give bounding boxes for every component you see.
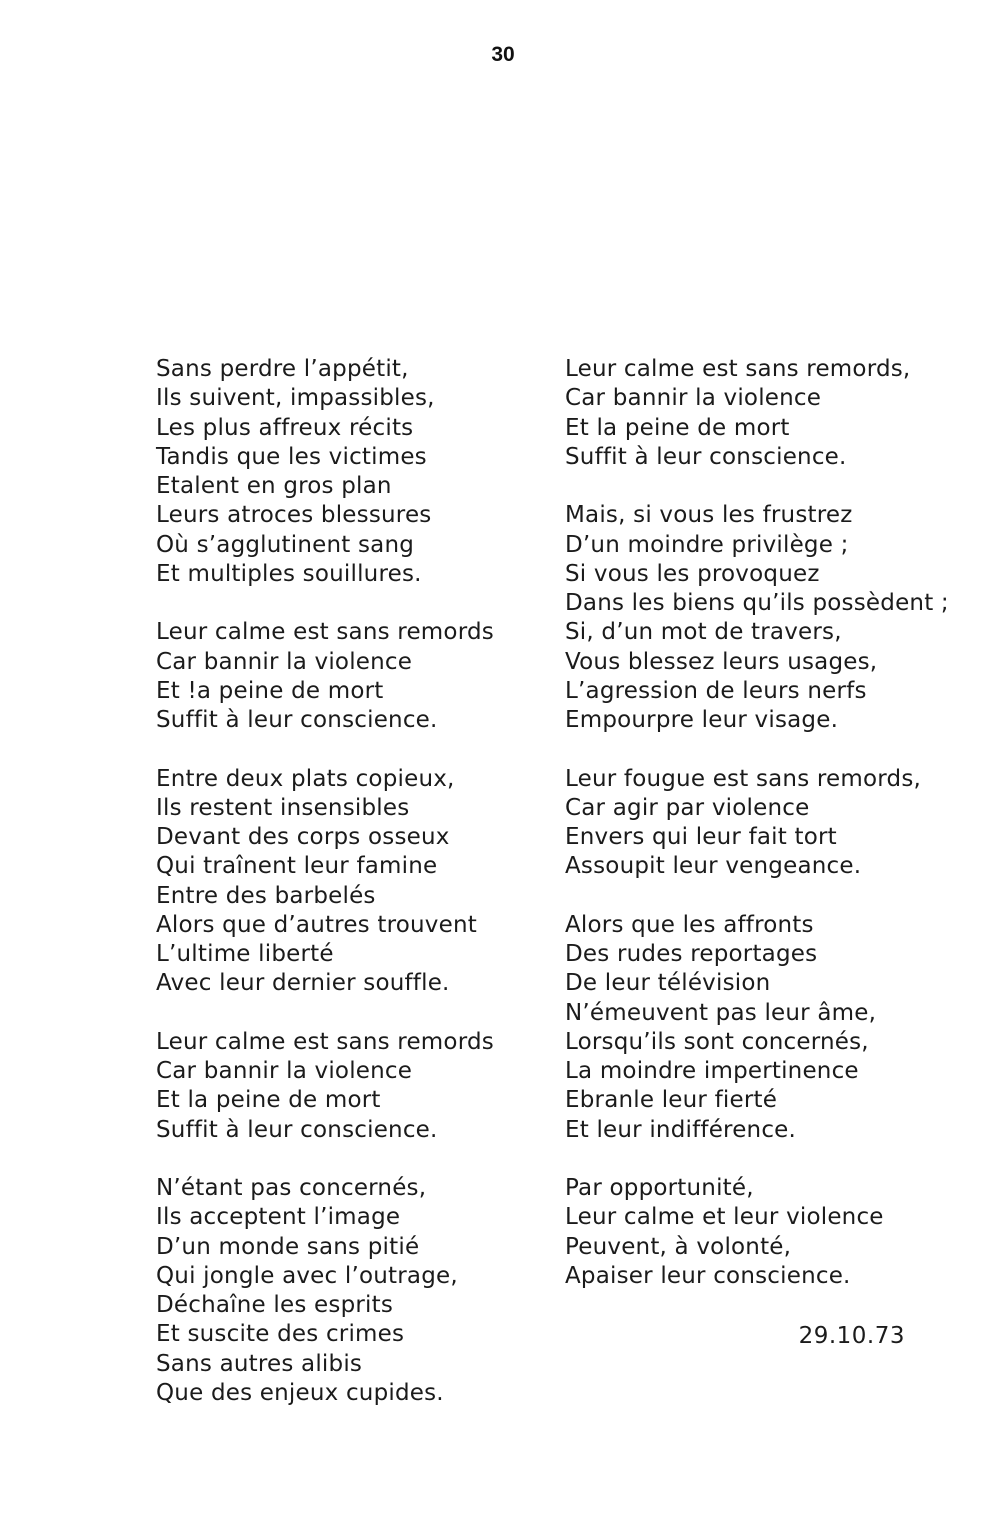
poem-line: Dans les biens qu’ils possèdent ;: [565, 590, 949, 616]
poem-line: Et !a peine de mort: [156, 677, 384, 704]
poem-line: Qui traînent leur famine: [156, 853, 438, 880]
poem-line: Entre deux plats copieux,: [156, 765, 455, 792]
poem-line: N’émeuvent pas leur âme,: [565, 999, 877, 1026]
poem-line: Lorsqu’ils sont concernés,: [565, 1028, 869, 1055]
stanza: [565, 911, 985, 1145]
stanza: [156, 1174, 526, 1408]
poem-line: Où s’agglutinent sang: [156, 531, 415, 558]
poem-line: Suffit à leur conscience.: [156, 707, 438, 733]
poem-line: Ils suivent, impassibles,: [156, 385, 435, 412]
poem-line: Leurs atroces blessures: [156, 502, 432, 529]
poem-line: Si vous les provoquez: [565, 560, 820, 587]
poem-line: Leur fougue est sans remords,: [565, 765, 922, 792]
poem-line: Si, d’un mot de travers,: [565, 619, 842, 646]
poem-line: Car bannir la violence: [156, 648, 413, 675]
poem-line: Leur calme est sans remords: [156, 1028, 494, 1055]
poem-date: 29.10.73: [798, 1323, 905, 1349]
poem-line: Et la peine de mort: [156, 1087, 381, 1114]
poem-line: Entre des barbelés: [156, 882, 376, 909]
stanza: [156, 355, 526, 589]
poem-line: L’ultime liberté: [156, 941, 334, 967]
stanza: [565, 1174, 985, 1291]
stanza: [156, 618, 526, 735]
poem-line: D’un moindre privilège ;: [565, 531, 849, 558]
poem-line: Assoupit leur vengeance.: [565, 853, 862, 880]
poem-line: Devant des corps osseux: [156, 824, 450, 850]
poem-line: Et la peine de mort: [565, 414, 790, 441]
poem-line: Suffit à leur conscience.: [156, 1116, 438, 1143]
poem-line: Des rudes reportages: [565, 941, 818, 967]
stanza: [156, 1028, 526, 1145]
poem-line: Les plus affreux récits: [156, 414, 414, 441]
poem-line: Par opportunité,: [565, 1175, 754, 1201]
page-number: 30: [491, 43, 515, 66]
poem-line: Que des enjeux cupides.: [156, 1379, 444, 1406]
poem-line: Alors que les affronts: [565, 911, 814, 938]
poem-line: Etalent en gros plan: [156, 473, 392, 499]
poem-line: Car agir par violence: [565, 794, 810, 821]
poem-line: Et suscite des crimes: [156, 1321, 405, 1348]
poem-line: Car bannir la violence: [565, 385, 822, 412]
poem-line: L’agression de leurs nerfs: [565, 677, 867, 704]
poem-line: Leur calme est sans remords: [156, 619, 494, 646]
poem-line: Déchaîne les esprits: [156, 1292, 394, 1318]
poem-line: Ils restent insensibles: [156, 794, 410, 821]
poem-line: Envers qui leur fait tort: [565, 824, 837, 850]
poem-line: Ebranle leur fierté: [565, 1087, 778, 1114]
poem-line: Sans autres alibis: [156, 1350, 363, 1377]
poem-line: Tandis que les victimes: [156, 443, 427, 470]
stanza: [156, 765, 526, 999]
poem-line: Car bannir la violence: [156, 1058, 413, 1084]
stanza: [565, 501, 985, 735]
poem-left-column: [156, 355, 526, 1437]
poem-line: Vous blessez leurs usages,: [565, 648, 878, 675]
stanza: [565, 355, 985, 472]
poem-line: Peuvent, à volonté,: [565, 1233, 792, 1260]
poem-line: Qui jongle avec l’outrage,: [156, 1262, 458, 1289]
poem-line: Et multiples souillures.: [156, 560, 422, 587]
stanza: [565, 765, 985, 882]
poem-right-column: [565, 355, 985, 1320]
poem-line: Avec leur dernier souffle.: [156, 970, 450, 997]
poem-line: N’étant pas concernés,: [156, 1175, 427, 1201]
poem-line: Ils acceptent l’image: [156, 1204, 401, 1231]
poem-line: Alors que d’autres trouvent: [156, 911, 477, 938]
poem-line: La moindre impertinence: [565, 1058, 859, 1084]
poem-line: Leur calme et leur violence: [565, 1204, 884, 1231]
poem-line: De leur télévision: [565, 970, 771, 997]
poem-line: Empourpre leur visage.: [565, 707, 839, 733]
poem-line: Suffit à leur conscience.: [565, 443, 847, 470]
poem-line: Et leur indifférence.: [565, 1116, 797, 1143]
poem-line: Sans perdre l’appétit,: [156, 356, 409, 382]
poem-line: Apaiser leur conscience.: [565, 1262, 851, 1289]
poem-line: Mais, si vous les frustrez: [565, 502, 853, 529]
poem-line: Leur calme est sans remords,: [565, 356, 911, 382]
poem-line: D’un monde sans pitié: [156, 1233, 420, 1260]
